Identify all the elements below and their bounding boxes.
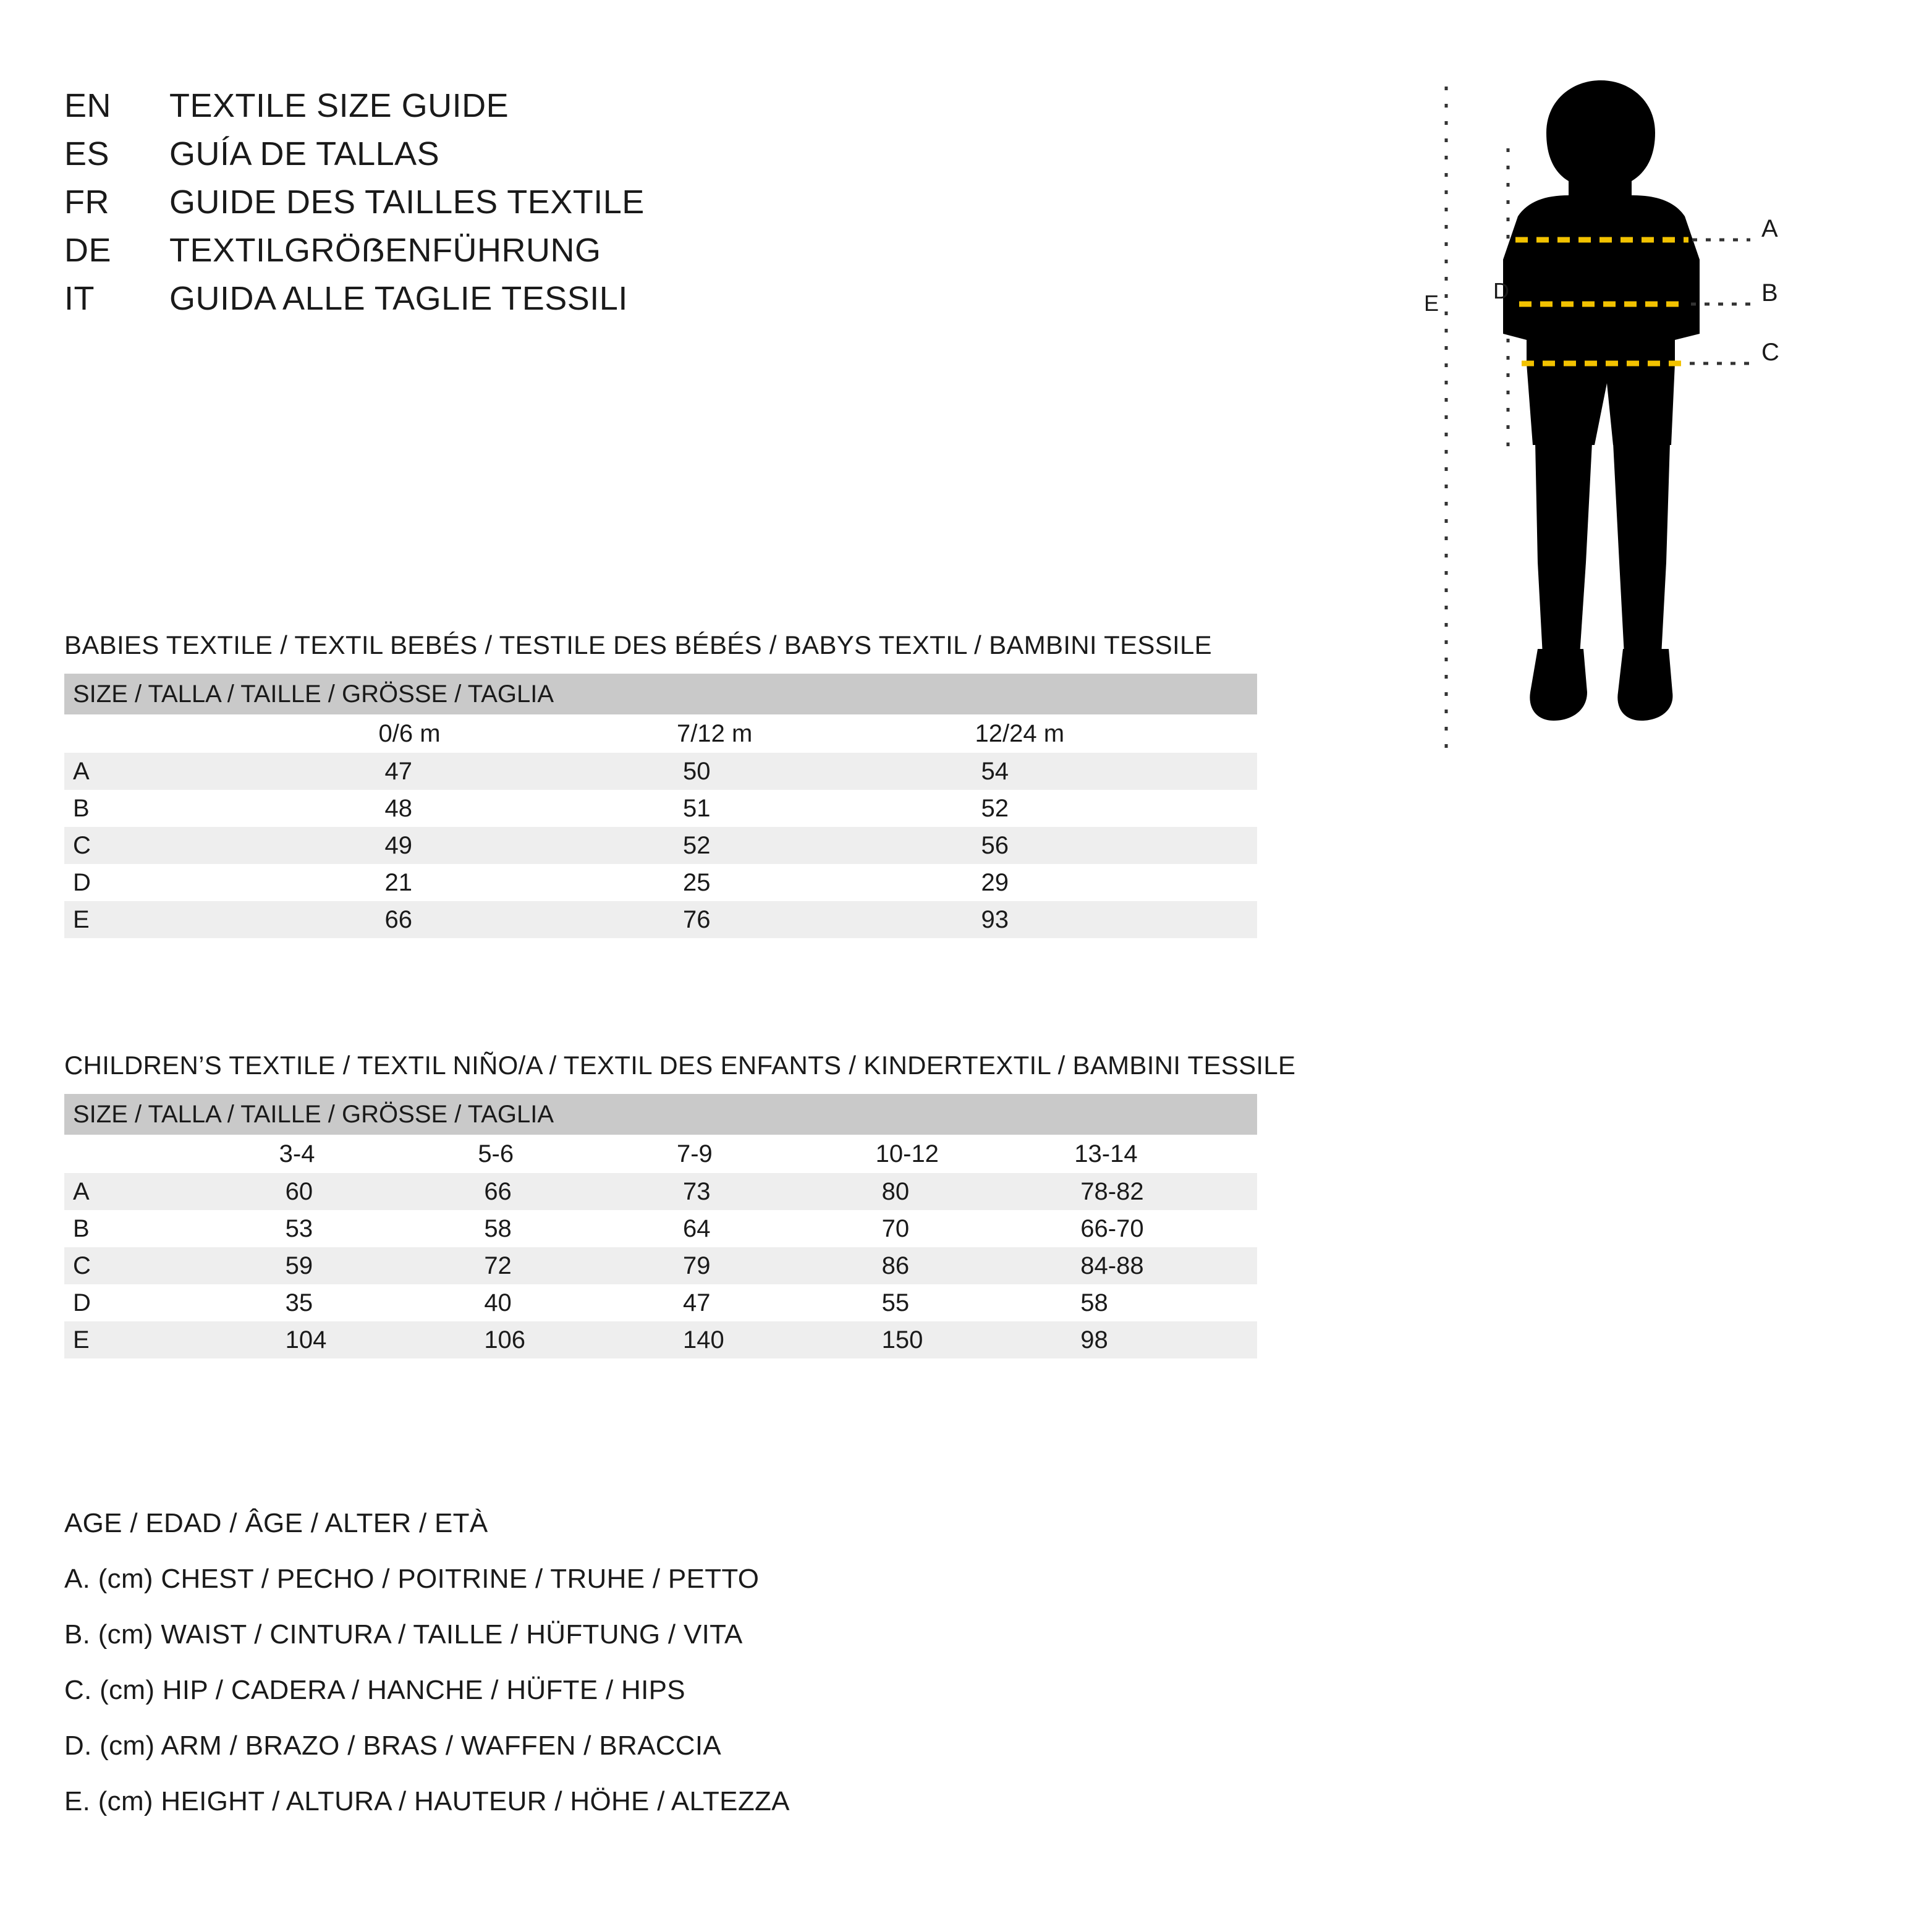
- cell-value: 140: [661, 1321, 860, 1358]
- language-title: GUÍA DE TALLAS: [169, 135, 440, 172]
- language-code: FR: [64, 184, 109, 221]
- table-column-row: [64, 1135, 1257, 1173]
- language-title: GUIDE DES TAILLES TEXTILE: [169, 184, 645, 221]
- cell-value: 47: [661, 1284, 860, 1321]
- cell-value: 58: [1058, 1284, 1257, 1321]
- row-label: B: [64, 1210, 263, 1247]
- row-label: A: [64, 1173, 263, 1210]
- cell-value: 66: [363, 901, 661, 938]
- cell-value: 47: [363, 753, 661, 790]
- marker-label-b: B: [1761, 279, 1778, 307]
- cell-value: 76: [661, 901, 959, 938]
- table-row: [64, 1284, 1257, 1321]
- corner-cell: [64, 714, 363, 753]
- cell-value: 64: [661, 1210, 860, 1247]
- table-row: [64, 1210, 1257, 1247]
- cell-value: 48: [363, 790, 661, 827]
- column-header-cell: 13-14: [1058, 1135, 1257, 1173]
- legend-line-arm: D. (cm) ARM / BRAZO / BRAS / WAFFEN / BRACCIA: [64, 1731, 722, 1761]
- row-label: C: [64, 827, 363, 864]
- cell-value: 58: [462, 1210, 661, 1247]
- cell-value: 98: [1058, 1321, 1257, 1358]
- cell-value: 70: [860, 1210, 1059, 1247]
- cell-value: 78-82: [1058, 1173, 1257, 1210]
- table-row: [64, 1173, 1257, 1210]
- cell-value: 66-70: [1058, 1210, 1257, 1247]
- row-label: C: [64, 1247, 263, 1284]
- language-code: EN: [64, 87, 112, 124]
- row-label: E: [64, 901, 363, 938]
- row-label: B: [64, 790, 363, 827]
- babies-size-table: [64, 674, 1257, 938]
- cell-value: 59: [263, 1247, 462, 1284]
- cell-value: 52: [959, 790, 1258, 827]
- cell-value: 56: [959, 827, 1258, 864]
- language-row: [64, 135, 1239, 173]
- cell-value: 104: [263, 1321, 462, 1358]
- legend-line-height: E. (cm) HEIGHT / ALTURA / HAUTEUR / HÖHE / ALTEZZA: [64, 1786, 790, 1816]
- language-row: [64, 183, 1239, 221]
- cell-value: 35: [263, 1284, 462, 1321]
- babies-table-header: SIZE / TALLA / TAILLE / GRÖSSE / TAGLIA: [64, 674, 1257, 714]
- cell-value: 84-88: [1058, 1247, 1257, 1284]
- column-header-cell: 7-9: [661, 1135, 860, 1173]
- column-header-cell: 10-12: [860, 1135, 1059, 1173]
- cell-value: 29: [959, 864, 1258, 901]
- cell-value: 53: [263, 1210, 462, 1247]
- measurement-figure: [1409, 74, 1866, 785]
- row-label: D: [64, 864, 363, 901]
- language-code: DE: [64, 232, 112, 269]
- cell-value: 150: [860, 1321, 1059, 1358]
- table-row: [64, 901, 1257, 938]
- cell-value: 72: [462, 1247, 661, 1284]
- row-label: D: [64, 1284, 263, 1321]
- legend-line-waist: B. (cm) WAIST / CINTURA / TAILLE / HÜFTUNG / VITA: [64, 1619, 743, 1650]
- child-silhouette: [1503, 80, 1700, 721]
- cell-value: 49: [363, 827, 661, 864]
- marker-label-c: C: [1761, 339, 1779, 366]
- column-header-cell: 7/12 m: [661, 714, 959, 753]
- cell-value: 50: [661, 753, 959, 790]
- language-title: GUIDA ALLE TAGLIE TESSILI: [169, 280, 628, 317]
- babies-section-title: BABIES TEXTILE / TEXTIL BEBÉS / TESTILE DES BÉBÉS / BABYS TEXTIL / BAMBINI TESSILE: [64, 630, 1212, 659]
- marker-label-d: D: [1493, 278, 1509, 303]
- language-header: [64, 87, 1239, 328]
- language-title: TEXTILGRÖẞENFÜHRUNG: [169, 232, 601, 269]
- table-header-row: [64, 674, 1257, 714]
- babies-section: [64, 630, 1263, 938]
- table-row: [64, 864, 1257, 901]
- cell-value: 80: [860, 1173, 1059, 1210]
- children-section: [64, 1051, 1296, 1358]
- cell-value: 40: [462, 1284, 661, 1321]
- children-size-table: [64, 1094, 1257, 1358]
- column-header-cell: 3-4: [263, 1135, 462, 1173]
- marker-label-a: A: [1761, 215, 1778, 242]
- legend-line-chest: A. (cm) CHEST / PECHO / POITRINE / TRUHE / PETTO: [64, 1564, 760, 1594]
- row-label: A: [64, 753, 363, 790]
- language-row: [64, 279, 1239, 318]
- column-header-cell: 12/24 m: [959, 714, 1258, 753]
- table-row: [64, 790, 1257, 827]
- cell-value: 86: [860, 1247, 1059, 1284]
- corner-cell: [64, 1135, 263, 1173]
- row-label: E: [64, 1321, 263, 1358]
- cell-value: 25: [661, 864, 959, 901]
- language-row: [64, 87, 1239, 125]
- language-code: ES: [64, 135, 110, 172]
- table-row: [64, 1247, 1257, 1284]
- language-title: TEXTILE SIZE GUIDE: [169, 87, 509, 124]
- table-column-row: [64, 714, 1257, 753]
- cell-value: 21: [363, 864, 661, 901]
- language-row: [64, 231, 1239, 269]
- column-header-cell: 0/6 m: [363, 714, 661, 753]
- measurement-legend: [64, 1508, 1300, 1842]
- language-code: IT: [64, 280, 95, 317]
- children-section-title: CHILDREN’S TEXTILE / TEXTIL NIÑO/A / TEXTIL DES ENFANTS / KINDERTEXTIL / BAMBINI TESSILE: [64, 1051, 1296, 1080]
- marker-label-e: E: [1424, 290, 1439, 316]
- cell-value: 73: [661, 1173, 860, 1210]
- table-row: [64, 753, 1257, 790]
- cell-value: 51: [661, 790, 959, 827]
- cell-value: 93: [959, 901, 1258, 938]
- table-row: [64, 827, 1257, 864]
- legend-line-hip: C. (cm) HIP / CADERA / HANCHE / HÜFTE / HIPS: [64, 1675, 685, 1705]
- cell-value: 79: [661, 1247, 860, 1284]
- cell-value: 54: [959, 753, 1258, 790]
- column-header-cell: 5-6: [462, 1135, 661, 1173]
- cell-value: 60: [263, 1173, 462, 1210]
- table-header-row: [64, 1094, 1257, 1135]
- cell-value: 106: [462, 1321, 661, 1358]
- cell-value: 52: [661, 827, 959, 864]
- legend-line-age: AGE / EDAD / ÂGE / ALTER / ETÀ: [64, 1508, 488, 1538]
- cell-value: 55: [860, 1284, 1059, 1321]
- children-table-header: SIZE / TALLA / TAILLE / GRÖSSE / TAGLIA: [64, 1094, 1257, 1135]
- cell-value: 66: [462, 1173, 661, 1210]
- table-row: [64, 1321, 1257, 1358]
